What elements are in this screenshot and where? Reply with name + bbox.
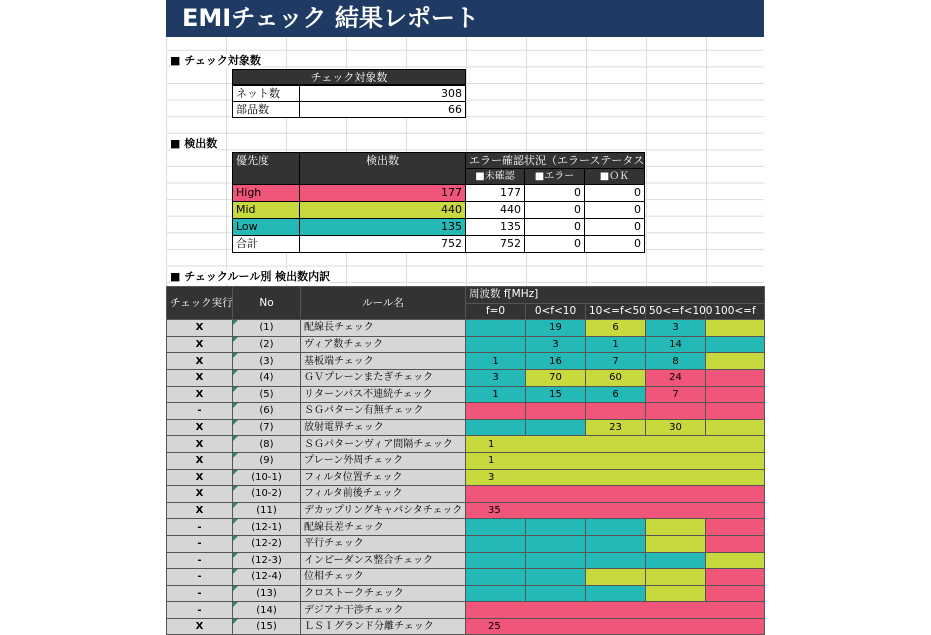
report-banner: [166, 0, 764, 37]
target-header: チェック対象数: [232, 69, 466, 85]
detect-status-unconfirmed-cell: 135: [465, 218, 525, 236]
rule-no-cell: (7): [233, 419, 301, 436]
detect-count-cell: 135: [299, 218, 466, 236]
rule-freq-cell: 15: [526, 386, 586, 403]
rule-exec-cell: -: [167, 535, 233, 552]
rule-freq-cell: [586, 585, 646, 602]
rule-name-cell: ＧＶプレーンまたぎチェック: [301, 369, 466, 386]
rule-freq-cell: 19: [526, 320, 586, 337]
detect-priority-cell: Mid: [232, 201, 300, 219]
rule-row: [167, 436, 765, 453]
rule-band-cell: 1: [466, 452, 765, 469]
rule-name-cell: ヴィア数チェック: [301, 336, 466, 353]
target-net-value: 308: [299, 85, 466, 102]
detect-status-ok-cell: 0: [584, 235, 645, 253]
status-unconfirmed-header: [465, 168, 525, 185]
rule-freq-cell: [646, 535, 706, 552]
rule-freq-cell: [526, 535, 586, 552]
rule-freq-cell: [706, 336, 765, 353]
rule-exec-cell: X: [167, 320, 233, 337]
rule-name-cell: 基板端チェック: [301, 353, 466, 370]
rule-freq-cell: 24: [646, 369, 706, 386]
rule-row: [167, 369, 765, 386]
rules-table-body: [167, 320, 765, 635]
rule-exec-cell: X: [167, 502, 233, 519]
spreadsheet: [166, 0, 764, 633]
rule-no-cell: (6): [233, 403, 301, 420]
rule-freq-cell: 23: [586, 419, 646, 436]
rules-exec-header: チェック実行: [167, 287, 233, 320]
rule-exec-cell: -: [167, 552, 233, 569]
rule-exec-cell: -: [167, 519, 233, 536]
rule-exec-cell: X: [167, 436, 233, 453]
detect-status-error-cell: 0: [524, 218, 585, 236]
rule-row: [167, 552, 765, 569]
rule-row: [167, 403, 765, 420]
rule-freq-cell: [586, 403, 646, 420]
rule-exec-cell: X: [167, 353, 233, 370]
rule-row: [167, 419, 765, 436]
rules-table: [166, 286, 765, 635]
detect-status-ok-cell: 0: [584, 201, 645, 219]
rule-name-cell: デジアナ干渉チェック: [301, 602, 466, 619]
freq-col-header: 100<=f: [706, 303, 765, 320]
detect-count-cell: 177: [299, 184, 466, 202]
status-error-header: [524, 168, 585, 185]
rule-name-cell: ＳＧパターンヴィア間隔チェック: [301, 436, 466, 453]
rule-freq-cell: [706, 320, 765, 337]
rule-name-cell: リターンパス不連続チェック: [301, 386, 466, 403]
detect-status-unconfirmed-cell: 177: [465, 184, 525, 202]
section-rules-title: ■ チェックルール別 検出数内訳: [170, 270, 331, 283]
report-title: EMIチェック 結果レポート: [182, 4, 479, 32]
rule-name-cell: ＳＧパターン有無チェック: [301, 403, 466, 420]
rule-no-cell: (12-1): [233, 519, 301, 536]
rule-freq-cell: [526, 552, 586, 569]
rule-freq-cell: 6: [586, 386, 646, 403]
rule-row: [167, 320, 765, 337]
rule-freq-cell: 1: [466, 386, 526, 403]
rule-no-cell: (2): [233, 336, 301, 353]
rule-name-cell: デカップリングキャパシタチェック: [301, 502, 466, 519]
rule-no-cell: (12-3): [233, 552, 301, 569]
rules-name-header: ルール名: [301, 287, 466, 320]
detect-count-cell: 752: [299, 235, 466, 253]
rule-freq-cell: [586, 535, 646, 552]
rule-freq-cell: 3: [526, 336, 586, 353]
rule-exec-cell: -: [167, 602, 233, 619]
rule-name-cell: 平行チェック: [301, 535, 466, 552]
rule-exec-cell: -: [167, 569, 233, 586]
rule-no-cell: (4): [233, 369, 301, 386]
rule-freq-cell: 3: [646, 320, 706, 337]
rule-freq-cell: [526, 519, 586, 536]
rule-exec-cell: X: [167, 336, 233, 353]
rule-band-cell: [466, 602, 765, 619]
rule-exec-cell: -: [167, 585, 233, 602]
rule-freq-cell: [466, 419, 526, 436]
detect-priority-cell: 合計: [232, 235, 300, 253]
rule-freq-cell: [646, 403, 706, 420]
rule-freq-cell: 16: [526, 353, 586, 370]
rule-freq-cell: 1: [466, 353, 526, 370]
rule-name-cell: ＬＳＩグランド分離チェック: [301, 618, 466, 635]
freq-col-header: f=0: [466, 303, 526, 320]
rule-row: [167, 519, 765, 536]
detect-priority-cell: High: [232, 184, 300, 202]
rule-freq-cell: [526, 403, 586, 420]
freq-col-header: 10<=f<50: [586, 303, 646, 320]
rule-name-cell: 配線長差チェック: [301, 519, 466, 536]
rule-freq-cell: 1: [586, 336, 646, 353]
rule-band-cell: 3: [466, 469, 765, 486]
rule-row: [167, 569, 765, 586]
rule-freq-cell: [706, 369, 765, 386]
section-target-title: ■ チェック対象数: [170, 54, 261, 67]
detect-status-header: エラー確認状況（エラーステータス）: [465, 152, 645, 169]
rule-no-cell: (15): [233, 618, 301, 635]
rule-freq-cell: [586, 569, 646, 586]
rule-exec-cell: X: [167, 369, 233, 386]
detect-status-error-cell: 0: [524, 201, 585, 219]
detect-status-unconfirmed-cell: 440: [465, 201, 525, 219]
rule-freq-cell: [706, 585, 765, 602]
rule-no-cell: (5): [233, 386, 301, 403]
rule-name-cell: クロストークチェック: [301, 585, 466, 602]
detect-status-unconfirmed-cell: 752: [465, 235, 525, 253]
status-ok-header: [584, 168, 645, 185]
rule-freq-cell: [706, 353, 765, 370]
rule-row: [167, 486, 765, 503]
target-part-value: 66: [299, 101, 466, 118]
rule-row: [167, 502, 765, 519]
rule-exec-cell: X: [167, 486, 233, 503]
rule-freq-cell: [466, 585, 526, 602]
rule-freq-cell: [706, 569, 765, 586]
rule-freq-cell: [466, 519, 526, 536]
rule-freq-cell: [646, 569, 706, 586]
rule-name-cell: 放射電界チェック: [301, 419, 466, 436]
rule-freq-cell: [586, 519, 646, 536]
rule-no-cell: (10-2): [233, 486, 301, 503]
rule-no-cell: (1): [233, 320, 301, 337]
rule-no-cell: (3): [233, 353, 301, 370]
rule-no-cell: (9): [233, 452, 301, 469]
rule-freq-cell: [646, 519, 706, 536]
rule-no-cell: (13): [233, 585, 301, 602]
rule-freq-cell: [466, 403, 526, 420]
rule-freq-cell: [466, 569, 526, 586]
target-part-label: 部品数: [232, 101, 300, 118]
rule-exec-cell: X: [167, 452, 233, 469]
rule-freq-cell: [586, 552, 646, 569]
rule-no-cell: (12-4): [233, 569, 301, 586]
detect-count-header: 検出数: [299, 152, 466, 185]
rule-freq-cell: [706, 386, 765, 403]
rule-freq-cell: [646, 552, 706, 569]
freq-col-header: 50<=f<100: [646, 303, 706, 320]
rule-freq-cell: 60: [586, 369, 646, 386]
rule-no-cell: (11): [233, 502, 301, 519]
detect-status-ok-cell: 0: [584, 218, 645, 236]
rule-freq-cell: 7: [586, 353, 646, 370]
rule-name-cell: 配線長チェック: [301, 320, 466, 337]
rule-no-cell: (10-1): [233, 469, 301, 486]
rule-row: [167, 602, 765, 619]
rule-freq-cell: [706, 519, 765, 536]
rule-row: [167, 585, 765, 602]
rule-name-cell: インピーダンス整合チェック: [301, 552, 466, 569]
rule-band-cell: 35: [466, 502, 765, 519]
rule-name-cell: プレーン外周チェック: [301, 452, 466, 469]
rule-no-cell: (8): [233, 436, 301, 453]
rule-band-cell: 25: [466, 618, 765, 635]
rule-no-cell: (14): [233, 602, 301, 619]
detect-count-cell: 440: [299, 201, 466, 219]
rule-freq-cell: 70: [526, 369, 586, 386]
detect-priority-cell: Low: [232, 218, 300, 236]
rule-row: [167, 386, 765, 403]
detect-priority-header: 優先度: [232, 152, 300, 185]
detect-status-ok-cell: 0: [584, 184, 645, 202]
rule-freq-cell: [466, 552, 526, 569]
rule-freq-cell: 14: [646, 336, 706, 353]
rule-row: [167, 469, 765, 486]
rule-freq-cell: [466, 320, 526, 337]
rule-band-cell: [466, 486, 765, 503]
rule-freq-cell: [706, 403, 765, 420]
rule-freq-cell: 7: [646, 386, 706, 403]
rule-row: [167, 452, 765, 469]
rule-freq-cell: [526, 419, 586, 436]
rule-freq-cell: [706, 552, 765, 569]
rule-band-cell: 1: [466, 436, 765, 453]
section-detect-title: ■ 検出数: [170, 137, 218, 150]
rule-name-cell: 位相チェック: [301, 569, 466, 586]
rule-row: [167, 336, 765, 353]
rule-freq-cell: [646, 585, 706, 602]
rule-freq-cell: [526, 585, 586, 602]
rule-exec-cell: X: [167, 419, 233, 436]
rules-freq-header: 周波数 f[MHz]: [466, 287, 765, 304]
detect-status-error-cell: 0: [524, 235, 585, 253]
rule-freq-cell: [706, 419, 765, 436]
status-unconfirmed-label: ■未確認: [475, 171, 515, 182]
target-net-label: ネット数: [232, 85, 300, 102]
rule-freq-cell: [526, 569, 586, 586]
rules-no-header: No: [233, 287, 301, 320]
rule-freq-cell: 3: [466, 369, 526, 386]
rule-freq-cell: 30: [646, 419, 706, 436]
rule-freq-cell: 8: [646, 353, 706, 370]
rule-exec-cell: X: [167, 386, 233, 403]
rule-exec-cell: -: [167, 403, 233, 420]
rule-freq-cell: [466, 535, 526, 552]
rule-exec-cell: X: [167, 618, 233, 635]
rule-row: [167, 535, 765, 552]
status-ok-label: ■ＯＫ: [599, 171, 630, 182]
status-error-label: ■エラー: [534, 171, 575, 182]
freq-col-header: 0<f<10: [526, 303, 586, 320]
rule-freq-cell: 6: [586, 320, 646, 337]
rule-freq-cell: [466, 336, 526, 353]
rule-row: [167, 353, 765, 370]
rule-exec-cell: X: [167, 469, 233, 486]
detect-status-error-cell: 0: [524, 184, 585, 202]
rule-row: [167, 618, 765, 635]
rule-freq-cell: [706, 535, 765, 552]
rule-no-cell: (12-2): [233, 535, 301, 552]
rule-name-cell: フィルタ前後チェック: [301, 486, 466, 503]
rule-name-cell: フィルタ位置チェック: [301, 469, 466, 486]
